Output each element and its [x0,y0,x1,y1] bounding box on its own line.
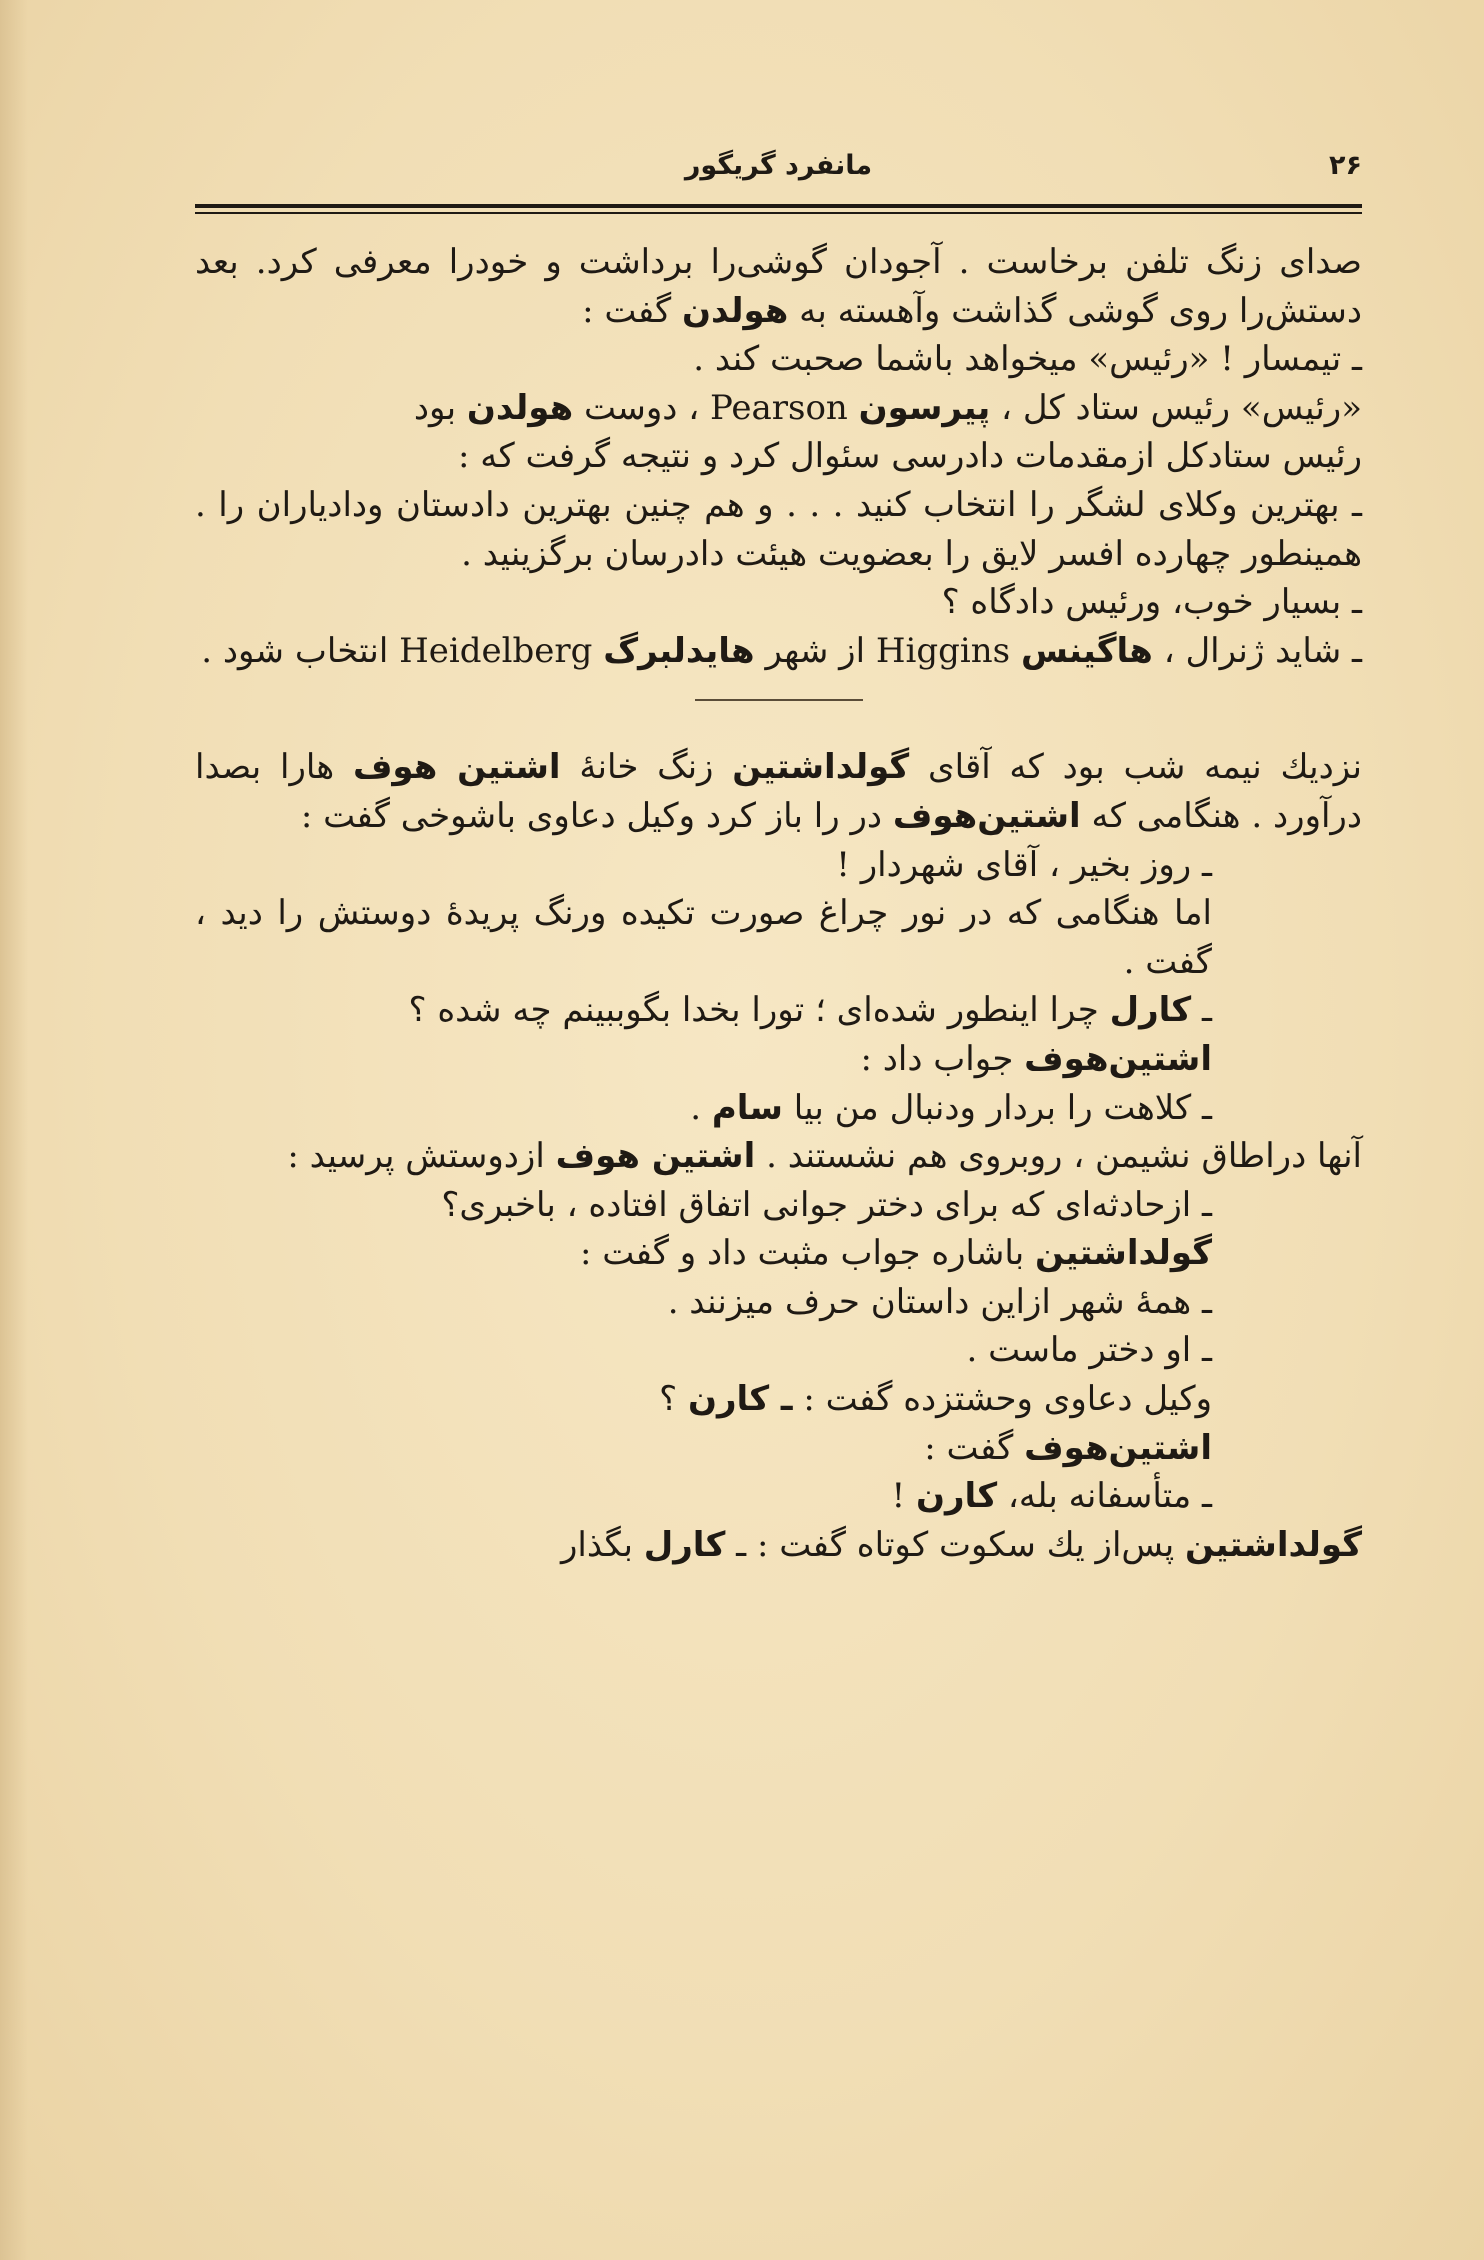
body-text [195,238,1362,1569]
character-name: هولدن [682,290,789,331]
character-name: هاگینس [1020,630,1153,671]
paragraph: «رئیس» رئیس ستاد کل ، پیرسون Pearson ، دوست هولدن بود [413,387,1362,428]
dialogue-line: ـ تیمسار ! «رئیس» میخواهد باشما صحبت کند . [693,339,1362,380]
character-name: اشتین‌هوف [892,795,1081,836]
character-name: گولداشتین [1035,1233,1212,1274]
page-number: ۲۶ [1329,150,1362,181]
character-name: پیرسون [858,387,991,428]
running-title: مانفرد گریگور [684,150,873,181]
latin-name: Heidelberg [399,630,593,671]
character-name: اشتین‌هوف [1024,1038,1212,1079]
character-name: ـ کارن [687,1379,793,1420]
paragraph: صدای زنگ تلفن برخاست . آجودان گوشی‌را برداشت و خودرا معرفی کرد. بعد دستش‌را روی گوشی گذاشت وآهسته به هولدن گفت : [195,242,1362,331]
divider-line [695,699,863,701]
dialogue-line: ـ او دختر ماست . [966,1330,1212,1371]
character-name: اشتین هوف [352,747,561,788]
character-name: کارل [1109,990,1192,1031]
header-rule-thick [195,204,1362,208]
character-name: گولداشتین [1185,1524,1362,1565]
dialogue-line: ـ روز بخیر ، آقای شهردار ! [836,844,1212,885]
place-name: هایدلبرگ [603,630,755,671]
latin-name: Higgins [875,630,1011,671]
header-rule-thin [195,212,1362,214]
section-divider [195,675,1362,743]
dialogue-line: ـ بهترین وکلای لشگر را انتخاب کنید . . . و هم چنین بهترین دادستان ودادیاران را . همینطور چهارده افسر لایق را بعضویت هیئت دادرسان برگزینید . [195,484,1362,574]
paragraph: اشتین‌هوف جواب داد : [860,1038,1212,1079]
dialogue-line: ـ کارل چرا اینطور شده‌ای ؛ تورا بخدا بگوببینم چه شده ؟ [408,990,1212,1031]
dialogue-line: ـ همهٔ شهر ازاین داستان حرف میزنند . [667,1281,1212,1322]
paragraph: وکیل دعاوی وحشتزده گفت : ـ کارن ؟ [659,1379,1212,1420]
character-name: اشتین‌هوف [1024,1427,1212,1468]
latin-name: Pearson [710,387,848,428]
paragraph: اما هنگامی که در نور چراغ صورت تکیده ورنگ پریدهٔ دوستش را دید ، گفت . [195,893,1212,982]
paragraph: رئیس ستادکل ازمقدمات دادرسی سئوال کرد و نتیجه گرفت که : [457,436,1362,477]
character-name: گولداشتین [732,747,910,788]
paragraph: آنها دراطاق نشیمن ، روبروی هم نشستند . اشتین هوف ازدوستش پرسید : [287,1136,1362,1177]
page-header [195,150,1362,190]
paragraph: گولداشتین پس‌از یك سکوت کوتاه گفت : ـ کارل بگذار [560,1524,1362,1565]
dialogue-line: ـ کلاهت را بردار ودنبال من بیا سام . [690,1087,1212,1128]
page-edge-shadow [0,0,28,2260]
character-name: کارن [915,1476,998,1517]
character-name: اشتین هوف [555,1136,756,1177]
dialogue-line: ـ متأسفانه بله، کارن ! [891,1476,1212,1517]
character-name: سام [711,1087,783,1128]
paragraph: اشتین‌هوف گفت : [924,1427,1212,1468]
paragraph: گولداشتین باشاره جواب مثبت داد و گفت : [579,1233,1212,1274]
dialogue-line: ـ شاید ژنرال ، هاگینس Higgins از شهر هایدلبرگ Heidelberg انتخاب شود . [201,630,1362,671]
paragraph: نزدیك نیمه شب بود که آقای گولداشتین زنگ خانهٔ اشتین هوف هارا بصدا درآورد . هنگامی که اشتین‌هوف در را باز کرد وکیل دعاوی باشوخی گفت : [195,747,1362,836]
character-name: کارل [643,1524,726,1565]
dialogue-line: ـ بسیار خوب، ورئیس دادگاه ؟ [941,582,1362,623]
character-name: هولدن [466,387,574,428]
dialogue-line: ـ ازحادثه‌ای که برای دختر جوانی اتفاق افتاده ، باخبری؟ [441,1184,1212,1225]
